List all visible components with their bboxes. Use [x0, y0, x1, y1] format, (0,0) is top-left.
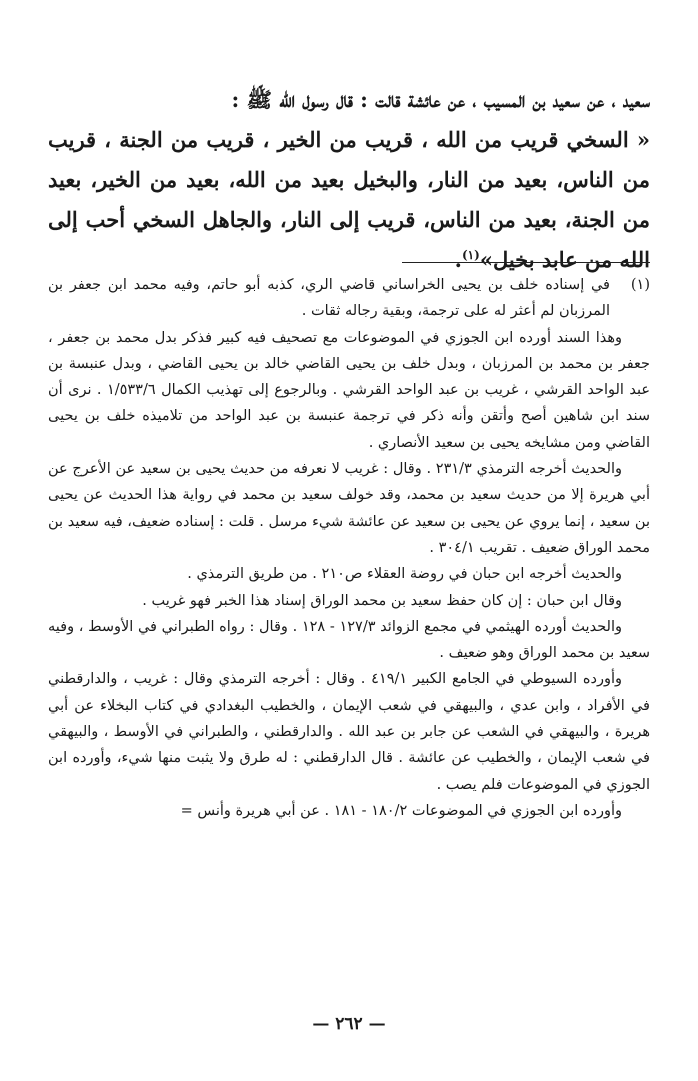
footnote-separator [402, 262, 650, 263]
footnote-paragraph-5: وقال ابن حبان : إن كان حفظ سعيد بن محمد الوراق إسناد هذا الخبر فهو غريب . [142, 592, 622, 609]
footnote-paragraph-2: وهذا السند أورده ابن الجوزي في الموضوعات مع تصحيف فيه كبير فذكر بدل محمد بن جعفر ، جعفر بن محمد بن المرزبان ، وبدل خلف بن يحيى القاضي خالد بن يحيى القاضي ، وبدل عنبسة بن عبد الواحد القرشي ، غريب بن عبد الواحد القرشي . وبالرجوع إلى تهذيب الكمال ١/٥٣٣/٦ . نرى أن سند ابن شاهين أصح وأتقن وأنه ذكر في ترجمة عنبسة بن عبد الواحد من تلاميذه خلف بن يحيى القاضي ومن مشايخه يحيى بن سعيد الأنصاري . [48, 329, 651, 451]
end-period: . [454, 247, 462, 272]
hadith-text: « السخي قريب من الله ، قريب من الخير ، قريب من الجنة ، قريب من الناس، بعيد من النار، والبخيل بعيد من الله، بعيد من الخير، بعيد من الجنة، بعيد من الناس، قريب إلى النار، والجاهل السخي أحب إلى الله من عابد بخيل» [48, 127, 650, 272]
main-paragraph-2 [48, 120, 650, 280]
footnote-paragraph-3: والحديث أخرجه الترمذي ٢٣١/٣ . وقال : غريب لا نعرفه من حديث يحيى بن سعيد عن الأعرج عن أبي هريرة إلا من حديث سعيد بن محمد، وقد خولف سعيد بن محمد في رواية هذا الحديث عن يحيى بن سعيد ، إنما يروي عن يحيى بن سعيد عن عائشة شيء مرسل . قلت : إسناده ضعيف، فيه سعيد بن محمد الوراق ضعيف . تقريب ٣٠٤/١ . [48, 461, 650, 556]
footnote-1 [48, 272, 650, 325]
main-line-1: سعيد ، عن سعيد بن المسيب ، عن عائشة قالت : قال رسول الله ﷺ : [231, 87, 650, 112]
footnote-number: (١) [630, 277, 650, 293]
footnote-paragraph-8: وأورده ابن الجوزي في الموضوعات ١٨٠/٢ - ١٨١ . عن أبي هريرة وأنس = [180, 802, 622, 819]
footnote-paragraph-4: والحديث أخرجه ابن حبان في روضة العقلاء ص٢١٠ . من طريق الترمذي . [187, 566, 622, 583]
page-number: — ٢٦٢ — [312, 1014, 386, 1034]
footnote-paragraph-6: والحديث أورده الهيثمي في مجمع الزوائد ١٢٧/٣ - ١٢٨ . وقال : رواه الطبراني في الأوسط ، وفيه سعيد بن محمد الوراق وهو ضعيف . [48, 618, 650, 662]
footnote-ref[interactable]: (١) [461, 248, 480, 262]
footnotes [48, 272, 650, 824]
footnote-paragraph-7: وأورده السيوطي في الجامع الكبير ٤١٩/١ . وقال : أخرجه الترمذي وقال : غريب ، والدارقطني في الأفراد ، وابن عدي ، والبيهقي في شعب الإيمان ، والخطيب البغدادي في كتاب البخلاء عن أبي هريرة ، والبيهقي في الشعب عن جابر بن عبد الله . والدارقطني ، والطبراني في الأوسط ، والبيهقي في شعب الإيمان ، والخطيب عن عائشة . قال الدارقطني : له طرق ولا يثبت منها شيء، وأورده ابن الجوزي في الموضوعات فلم يصب . [48, 671, 650, 793]
footnote-paragraph-1: في إسناده خلف بن يحيى الخراساني قاضي الري، كذبه أبو حاتم، وفيه محمد ابن جعفر بن المرزبان لم أعثر له على ترجمة، وبقية رجاله ثقات . [48, 277, 610, 320]
main-text [48, 80, 650, 280]
